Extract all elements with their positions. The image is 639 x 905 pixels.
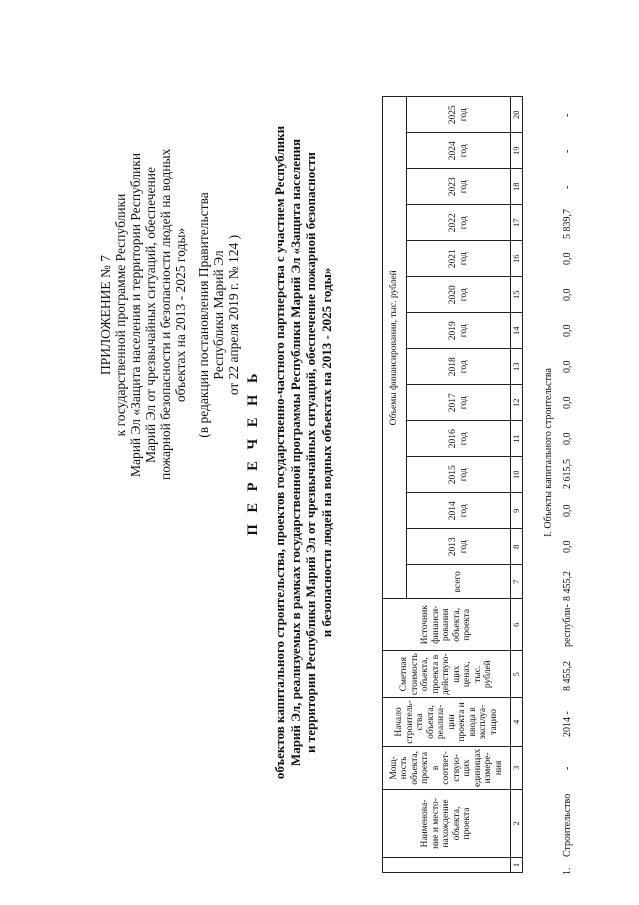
row-year-value: 0,0 bbox=[562, 396, 573, 409]
document-title: П Е Р Е Ч Е Н Ь bbox=[245, 369, 261, 536]
col-header-start: Начало строитель- ства объекта, реализа- ции проекта и ввода в эксплуа- тацию bbox=[383, 698, 511, 747]
col-header-name: Наименова- ние и место- нахождение объекта, проекта bbox=[383, 790, 511, 858]
subtitle-line: и безопасности людей на водных объектах на 2013 - 2025 годы» bbox=[318, 267, 334, 638]
row-name: Строительство bbox=[562, 793, 573, 857]
row-year-value: 0,0 bbox=[562, 288, 573, 301]
col-number: 10 bbox=[511, 457, 523, 493]
col-number: 6 bbox=[511, 599, 523, 651]
edition-line: Республики Марий Эл bbox=[211, 250, 226, 380]
year-header: 2023 год bbox=[407, 169, 511, 205]
year-header: 2016 год bbox=[407, 421, 511, 457]
col-header-capacity: Мощ- ность объекта, проекта в соответ- ствую- щих единицах измере- ния bbox=[383, 746, 511, 789]
col-header-cost: Сметная стоимость объекта, проекта в действую- щих ценах, тыс. рублей bbox=[383, 651, 511, 698]
col-header-source: Источник финанси- рования объекта, проекта bbox=[383, 599, 511, 651]
col-number: 16 bbox=[511, 241, 523, 277]
header-line: к государственной программе Республики bbox=[113, 193, 128, 437]
row-capacity: - bbox=[562, 766, 573, 770]
financing-table bbox=[382, 96, 523, 873]
column-number-row bbox=[511, 97, 523, 873]
header-line: объектах на 2013 - 2025 годы» bbox=[173, 227, 188, 403]
row-start: 2014 - bbox=[562, 711, 573, 737]
header-line: пожарной безопасности и безопасности людей на водных bbox=[158, 148, 173, 480]
col-number: 12 bbox=[511, 385, 523, 421]
row-year-value: 0,0 bbox=[562, 540, 573, 553]
col-number: 14 bbox=[511, 313, 523, 349]
appendix-header bbox=[98, 150, 241, 480]
col-number: 17 bbox=[511, 205, 523, 241]
row-year-value: 0,0 bbox=[562, 324, 573, 337]
col-number: 1 bbox=[511, 858, 523, 873]
col-header-total: всего bbox=[407, 565, 511, 599]
year-header: 2024 год bbox=[407, 133, 511, 169]
year-header: 2018 год bbox=[407, 349, 511, 385]
header-line: Марий Эл «Защита населения и территории Республики bbox=[128, 152, 143, 478]
col-number: 9 bbox=[511, 493, 523, 529]
row-year-value: 0,0 bbox=[562, 360, 573, 373]
financing-header: Объемы финансирования, тыс. рублей bbox=[383, 97, 407, 599]
year-header: 2013 год bbox=[407, 529, 511, 565]
col-number: 8 bbox=[511, 529, 523, 565]
header-line: Марий Эл от чрезвычайных ситуаций, обеспечение bbox=[143, 167, 158, 463]
year-header: 2021 год bbox=[407, 241, 511, 277]
row-year-value: 5 839,7 bbox=[562, 209, 573, 239]
year-header: 2020 год bbox=[407, 277, 511, 313]
row-cost: 8 455,2 bbox=[562, 661, 573, 691]
col-number: 4 bbox=[511, 698, 523, 747]
col-number: 3 bbox=[511, 746, 523, 789]
col-number: 15 bbox=[511, 277, 523, 313]
header-line: ПРИЛОЖЕНИЕ № 7 bbox=[98, 254, 113, 376]
subtitle-line: Марий Эл, реализуемых в рамках государственной программы Республики Марий Эл «Защита населения bbox=[287, 138, 303, 767]
row-total: 8 455,2 bbox=[562, 571, 573, 601]
row-year-value: - bbox=[562, 113, 573, 117]
year-header: 2014 год bbox=[407, 493, 511, 529]
col-number: 18 bbox=[511, 169, 523, 205]
year-header: 2017 год bbox=[407, 385, 511, 421]
edition-line: (в редакции постановления Правительства bbox=[196, 192, 211, 438]
row-source: республи- bbox=[562, 604, 573, 647]
subtitle-line: объектов капитального строительства, проектов государственно-частного партнерства с участием Республики bbox=[272, 125, 287, 780]
col-number: 20 bbox=[511, 97, 523, 133]
row-number: 1. bbox=[562, 867, 573, 875]
row-year-value: 2 615,5 bbox=[562, 459, 573, 489]
col-number: 11 bbox=[511, 421, 523, 457]
year-header: 2019 год bbox=[407, 313, 511, 349]
row-year-value: - bbox=[562, 149, 573, 153]
col-number: 19 bbox=[511, 133, 523, 169]
document-subtitle bbox=[272, 40, 334, 865]
col-number: 13 bbox=[511, 349, 523, 385]
row-year-value: 0,0 bbox=[562, 252, 573, 265]
row-year-value: - bbox=[562, 185, 573, 189]
year-header: 2025 год bbox=[407, 97, 511, 133]
col-number: 7 bbox=[511, 565, 523, 599]
edition-line: от 22 апреля 2019 г. № 124 ) bbox=[226, 234, 241, 396]
row-year-value: 0,0 bbox=[562, 504, 573, 517]
year-header: 2015 год bbox=[407, 457, 511, 493]
year-header: 2022 год bbox=[407, 205, 511, 241]
row-year-value: 0,0 bbox=[562, 432, 573, 445]
col-number: 2 bbox=[511, 790, 523, 858]
subtitle-line: и территории Республики Марий Эл от чрезвычайных ситуаций, обеспечение пожарной безопасности bbox=[303, 152, 318, 753]
col-number: 5 bbox=[511, 651, 523, 698]
section-title: I. Объекты капитального строительства bbox=[543, 368, 554, 537]
